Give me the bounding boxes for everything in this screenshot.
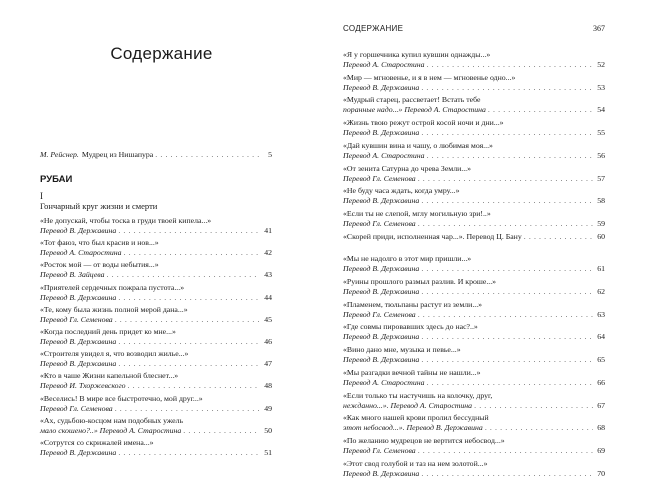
translator: Перевод А. Старостина bbox=[40, 248, 122, 258]
toc-entry bbox=[40, 394, 272, 414]
entry-line bbox=[343, 151, 605, 161]
entry-line bbox=[40, 381, 272, 391]
page-ref: 62 bbox=[597, 287, 605, 296]
page-ref: 60 bbox=[597, 231, 605, 241]
leader-dots bbox=[118, 226, 260, 236]
translator: Перевод Гл. Семенова bbox=[343, 309, 416, 319]
page-ref: 67 bbox=[597, 400, 605, 410]
page-ref: 58 bbox=[597, 196, 605, 206]
intro-title: Мудрец из Нишапура bbox=[81, 150, 154, 159]
translator: Перевод И. Тхоржевского bbox=[40, 381, 126, 391]
entry-line bbox=[40, 238, 272, 248]
entry-line bbox=[343, 469, 605, 479]
entry-line bbox=[343, 310, 605, 320]
entry-first-line: «Мир — мгновенье, и я в нем — мгновенье одно...» bbox=[343, 72, 516, 82]
page-ref: 41 bbox=[264, 226, 272, 235]
leader-dots bbox=[128, 381, 260, 391]
page-ref: 52 bbox=[597, 60, 605, 69]
entry-line bbox=[343, 128, 605, 138]
entry-line bbox=[40, 394, 272, 404]
entry-first-line: «По желанию мудрецов не вертится небосвод...» bbox=[343, 435, 505, 445]
page-ref: 56 bbox=[597, 150, 605, 160]
page-ref: 69 bbox=[597, 445, 605, 455]
entry-line bbox=[40, 426, 272, 436]
toc-entry bbox=[343, 209, 605, 229]
translator: Перевод В. Зайцева bbox=[40, 270, 105, 280]
entry-first-line: «Веселись! В мире все быстротечно, мой друг...» bbox=[40, 393, 203, 403]
entry-line bbox=[40, 305, 272, 315]
page-ref: 57 bbox=[597, 173, 605, 183]
toc-entry bbox=[343, 300, 605, 320]
entry-first-line: «Приятелей сердечных пожрала пустота...» bbox=[40, 282, 185, 292]
entry-line bbox=[343, 401, 605, 411]
translator: Перевод А. Старостина bbox=[343, 150, 425, 160]
entry-line bbox=[40, 371, 272, 381]
leader-dots bbox=[118, 337, 260, 347]
entry-line bbox=[40, 260, 272, 270]
translator: Перевод Гл. Семенова bbox=[343, 445, 416, 455]
page-ref: 46 bbox=[264, 337, 272, 346]
toc-entry bbox=[343, 95, 605, 115]
leader-dots bbox=[124, 248, 260, 258]
entry-line bbox=[343, 277, 605, 287]
toc-entry bbox=[40, 327, 272, 347]
entry-first-line: «Сотрутся со скрижалей имена...» bbox=[40, 438, 154, 447]
translator: Перевод Гл. Семенова bbox=[40, 314, 113, 324]
toc-entry bbox=[343, 73, 605, 93]
leader-dots bbox=[524, 232, 593, 242]
entry-line bbox=[343, 60, 605, 70]
translator: Перевод В. Державина bbox=[40, 337, 117, 346]
leader-dots bbox=[155, 150, 260, 160]
entry-line bbox=[343, 413, 605, 423]
entry-line bbox=[343, 105, 605, 115]
toc-entry bbox=[343, 186, 605, 206]
leader-dots bbox=[427, 60, 593, 70]
page-ref: 49 bbox=[264, 403, 272, 413]
toc-entry bbox=[40, 216, 272, 236]
entry-first-line: «Строителя увидел я, что возводил жилье...» bbox=[40, 349, 189, 359]
toc-entry bbox=[343, 391, 605, 411]
entry-line bbox=[343, 300, 605, 310]
entry-line bbox=[343, 446, 605, 456]
translator: Перевод В. Державина bbox=[343, 196, 420, 206]
entry-first-line: «От зенита Сатурна до чрева Земли...» bbox=[343, 163, 472, 173]
section-heading: РУБАИ bbox=[40, 174, 73, 185]
entry-line bbox=[343, 209, 605, 219]
entry-line bbox=[343, 287, 605, 297]
page-ref: 66 bbox=[597, 377, 605, 387]
leader-dots bbox=[421, 355, 593, 365]
toc-entry bbox=[40, 349, 272, 369]
entry-line bbox=[343, 50, 605, 60]
entry-line bbox=[343, 391, 605, 401]
translator: Перевод Гл. Семенова bbox=[40, 403, 113, 413]
entry-line bbox=[343, 368, 605, 378]
leader-dots bbox=[418, 174, 593, 184]
page-number: 367 bbox=[593, 24, 605, 33]
intro-entry bbox=[40, 150, 272, 160]
leader-dots bbox=[474, 401, 593, 411]
entry-first-line: «Если ты не слепой, мглу могильную зри!..» bbox=[343, 208, 491, 218]
entry-first-line: «Ах, судьбою-косцом нам подобных ужель bbox=[40, 415, 184, 425]
entry-line bbox=[343, 322, 605, 332]
right-page bbox=[323, 0, 646, 481]
entry-line bbox=[343, 73, 605, 83]
entry-first-line: «Скорей приди, исполненная чар...». Перевод Ц. Бану bbox=[343, 231, 522, 241]
page-ref: 5 bbox=[268, 150, 272, 159]
entry-line bbox=[40, 438, 272, 448]
page-ref: 53 bbox=[597, 82, 605, 92]
entry-line bbox=[40, 216, 272, 226]
entry-first-line: «Кто в чаше Жизни капельной блеснет...» bbox=[40, 371, 179, 381]
translator: Перевод В. Державина bbox=[343, 355, 420, 365]
toc-entry bbox=[343, 254, 605, 274]
entry-first-line: «Когда последний день придет ко мне...» bbox=[40, 327, 176, 336]
entry-line bbox=[343, 196, 605, 206]
translator: Перевод В. Державина bbox=[40, 292, 117, 302]
toc-entry bbox=[40, 283, 272, 303]
leader-dots bbox=[418, 219, 593, 229]
leader-dots bbox=[107, 270, 260, 280]
leader-dots bbox=[421, 332, 593, 342]
entry-line bbox=[343, 219, 605, 229]
toc-entry bbox=[40, 260, 272, 280]
leader-dots bbox=[485, 423, 593, 433]
entry-line bbox=[40, 315, 272, 325]
page-ref: 54 bbox=[597, 105, 605, 115]
leader-dots bbox=[418, 446, 593, 456]
entry-first-line: «Если только ты настучишь на колочку, друг, bbox=[343, 390, 493, 400]
entry-line bbox=[40, 349, 272, 359]
page-title: Содержание bbox=[110, 44, 213, 63]
entry-line bbox=[343, 141, 605, 151]
page-ref: 45 bbox=[264, 314, 272, 324]
intro-author: М. Рейснер. bbox=[40, 150, 79, 159]
entry-line bbox=[343, 436, 605, 446]
page-ref: 64 bbox=[597, 332, 605, 342]
entry-line bbox=[40, 359, 272, 369]
toc-entry bbox=[40, 438, 272, 458]
toc-entry bbox=[343, 118, 605, 138]
leader-dots bbox=[427, 378, 593, 388]
page-ref: 61 bbox=[597, 264, 605, 274]
entry-line bbox=[343, 423, 605, 433]
entry-line bbox=[40, 416, 272, 426]
leader-dots bbox=[421, 83, 593, 93]
entry-second-line: этот небосвод...». Перевод В. Державина bbox=[343, 423, 483, 433]
toc-entry bbox=[343, 459, 605, 479]
page-ref: 44 bbox=[264, 292, 272, 302]
entry-line bbox=[40, 337, 272, 347]
page-ref: 55 bbox=[597, 128, 605, 138]
entry-line bbox=[343, 83, 605, 93]
translator: Перевод В. Державина bbox=[343, 468, 420, 478]
entry-line bbox=[40, 293, 272, 303]
entry-line bbox=[343, 118, 605, 128]
toc-entry bbox=[40, 416, 272, 436]
toc-entry bbox=[343, 322, 605, 342]
entry-line bbox=[40, 327, 272, 337]
entry-first-line: «Пламенем, тюльпаны растут из земли...» bbox=[343, 299, 483, 309]
entry-line bbox=[343, 345, 605, 355]
entry-line bbox=[343, 254, 605, 264]
part-number: I bbox=[40, 191, 43, 201]
leader-dots bbox=[115, 404, 260, 414]
toc-entry bbox=[343, 413, 605, 433]
page-ref: 43 bbox=[264, 270, 272, 280]
leader-dots bbox=[115, 315, 260, 325]
entry-first-line: «Вино дано мне, музыка и певье...» bbox=[343, 345, 461, 355]
toc-entry bbox=[343, 436, 605, 456]
entry-line bbox=[40, 226, 272, 236]
leader-dots bbox=[118, 359, 260, 369]
translator: Перевод А. Старостина bbox=[343, 60, 425, 69]
entry-line bbox=[343, 459, 605, 469]
translator: Перевод В. Державина bbox=[343, 128, 420, 138]
toc-entry bbox=[40, 238, 272, 258]
entry-second-line: мало скошено?..» Перевод А. Старостина bbox=[40, 425, 182, 435]
leader-dots bbox=[118, 448, 260, 458]
toc-entry bbox=[343, 141, 605, 161]
translator: Перевод А. Старостина bbox=[343, 377, 425, 387]
entry-line bbox=[343, 355, 605, 365]
leader-dots bbox=[421, 128, 593, 138]
entry-line bbox=[40, 283, 272, 293]
entry-line bbox=[343, 378, 605, 388]
toc-entry bbox=[40, 305, 272, 325]
translator: Перевод В. Державина bbox=[343, 264, 420, 274]
entry-first-line: «Тот фаюз, что был красив и нов...» bbox=[40, 238, 159, 248]
leader-dots bbox=[183, 426, 260, 436]
entry-first-line: «Где совмы пировавших здесь до нас?..» bbox=[343, 322, 478, 332]
entry-line bbox=[343, 332, 605, 342]
entry-line bbox=[343, 174, 605, 184]
leader-dots bbox=[488, 105, 593, 115]
entry-first-line: «Росток мой — от воды небытия...» bbox=[40, 260, 159, 270]
leader-dots bbox=[421, 196, 593, 206]
leader-dots bbox=[418, 310, 593, 320]
translator: Перевод В. Державина bbox=[343, 287, 420, 296]
part-title: Гончарный круг жизни и смерти bbox=[40, 201, 158, 211]
leader-dots bbox=[118, 293, 260, 303]
entry-first-line: «Те, кому была жизнь полной мерой дана...» bbox=[40, 304, 188, 314]
entry-first-line: «Дай кувшин вина и чашу, о любимая моя...» bbox=[343, 140, 493, 150]
toc-entry bbox=[343, 277, 605, 297]
page-ref: 42 bbox=[264, 248, 272, 258]
page-ref: 47 bbox=[264, 359, 272, 369]
entry-first-line: «Мудрый старец, рассветает! Встать тебе bbox=[343, 95, 481, 105]
toc-entry bbox=[343, 368, 605, 388]
entry-first-line: «Руины прошлого размыл разлив. И кроше...» bbox=[343, 277, 497, 286]
translator: Перевод В. Державина bbox=[40, 448, 117, 457]
entry-first-line: «Мы не надолго в этот мир пришли...» bbox=[343, 254, 472, 264]
translator: Перевод Гл. Семенова bbox=[343, 173, 416, 183]
page-ref: 68 bbox=[597, 423, 605, 433]
entry-first-line: «Этот свод голубой и таз на нем золотой...» bbox=[343, 458, 488, 468]
toc-entry bbox=[343, 345, 605, 365]
toc-entry bbox=[343, 50, 605, 70]
entry-line bbox=[343, 232, 605, 242]
page-ref: 63 bbox=[597, 309, 605, 319]
entry-first-line: «Я у горшечника купил кувшин однажды...» bbox=[343, 50, 491, 59]
entry-first-line: «Жизнь твою режут острой косой ночи и дни...» bbox=[343, 118, 504, 128]
toc-entry bbox=[40, 371, 272, 391]
translator: Перевод В. Державина bbox=[343, 82, 420, 92]
entry-line bbox=[343, 95, 605, 105]
entry-first-line: «Мы разгадки вечной тайны не нашли...» bbox=[343, 367, 481, 377]
page-ref: 65 bbox=[597, 355, 605, 365]
entry-first-line: «Не буду часа ждать, когда умру...» bbox=[343, 186, 460, 196]
leader-dots bbox=[427, 151, 593, 161]
page-ref: 51 bbox=[264, 448, 272, 457]
leader-dots bbox=[421, 264, 593, 274]
entry-line bbox=[40, 404, 272, 414]
entry-line bbox=[343, 164, 605, 174]
translator: Перевод В. Державина bbox=[343, 332, 420, 342]
entry-first-line: «Как много нашей крови пролил бессудный bbox=[343, 413, 489, 423]
entry-line bbox=[40, 248, 272, 258]
toc-entry bbox=[343, 164, 605, 184]
translator: Перевод В. Державина bbox=[40, 226, 117, 235]
entry-line bbox=[40, 270, 272, 280]
leader-dots bbox=[421, 469, 593, 479]
page-ref: 70 bbox=[597, 468, 605, 478]
entry-first-line: «Не допускай, чтобы тоска в груди твоей кипела...» bbox=[40, 216, 212, 225]
entry-line bbox=[40, 448, 272, 458]
page-ref: 50 bbox=[264, 425, 272, 435]
running-head: СОДЕРЖАНИЕ bbox=[343, 24, 404, 33]
entry-line bbox=[343, 186, 605, 196]
toc-entry bbox=[343, 232, 605, 242]
translator: Перевод В. Державина bbox=[40, 359, 117, 369]
page-ref: 48 bbox=[264, 381, 272, 391]
translator: Перевод Гл. Семенова bbox=[343, 218, 416, 228]
leader-dots bbox=[421, 287, 593, 297]
entry-second-line: нежданно...». Перевод А. Старостина bbox=[343, 400, 473, 410]
entry-second-line: поранные надо...» Перевод А. Старостина bbox=[343, 105, 486, 115]
entry-line bbox=[343, 264, 605, 274]
page-ref: 59 bbox=[597, 218, 605, 228]
